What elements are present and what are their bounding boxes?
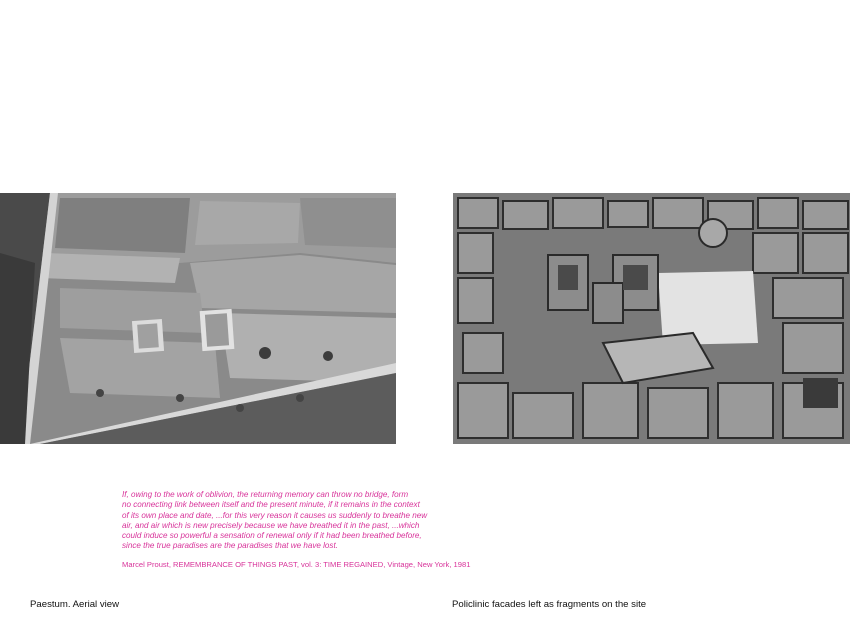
proust-quote bbox=[122, 490, 471, 569]
policlinic-model-photo bbox=[453, 193, 850, 444]
caption-policlinic-facades: Policlinic facades left as fragments on the site bbox=[452, 599, 647, 610]
caption-aerial-view: Paestum. Aerial view bbox=[30, 599, 120, 610]
aerial-view-image bbox=[0, 193, 396, 444]
quote-text: If, owing to the work of oblivion, the returning memory can throw no bridge, form no connecting link between itself and the present minute, if it remains in the context of its own place and date, ...for this very reason it causes us suddenly to breathe new air, and air which is new precisely because we have breathed it in the past, ...which could induce so powerful a sensation of renewal only if it had been breathed before, since the true paradises are the paradises that we have lost. bbox=[122, 490, 428, 551]
policlinic-model-image bbox=[453, 193, 850, 444]
quote-citation: Marcel Proust, REMEMBRANCE OF THINGS PAST, vol. 3: TIME REGAINED, Vintage, New York, 1981 bbox=[122, 559, 471, 569]
aerial-view-photo bbox=[0, 193, 396, 444]
